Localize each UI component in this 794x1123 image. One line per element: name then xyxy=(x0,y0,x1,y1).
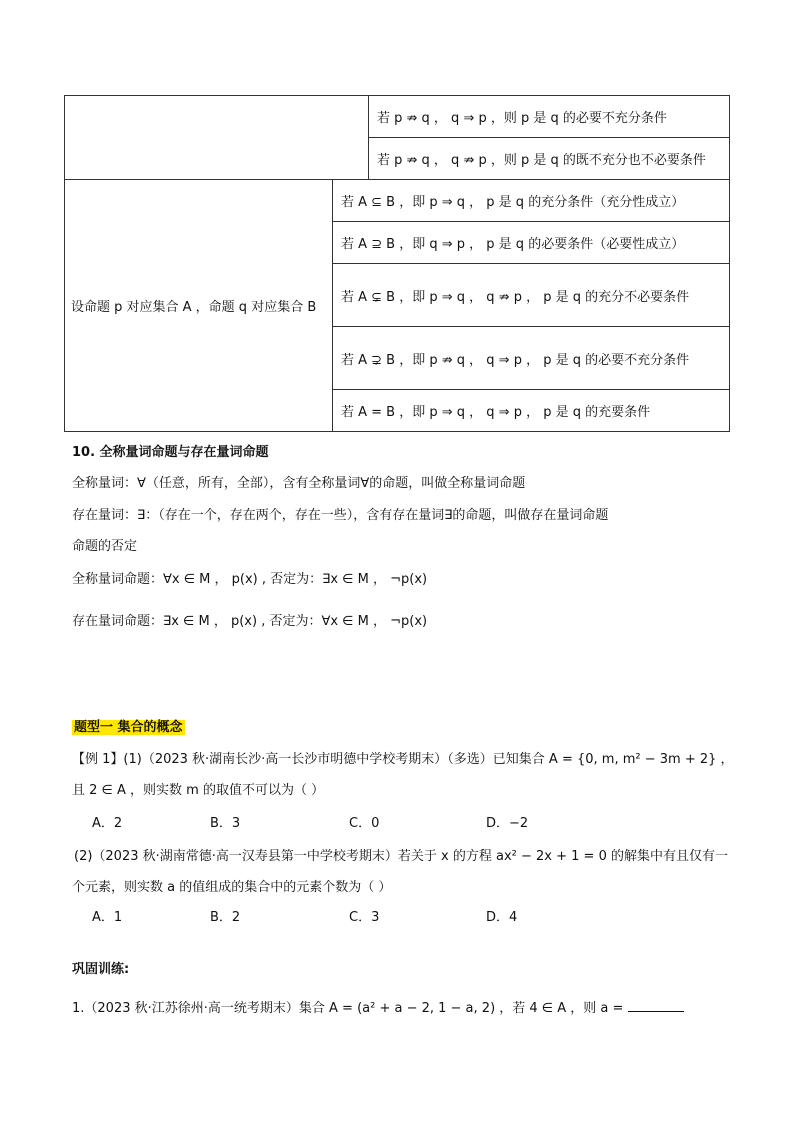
topic-title xyxy=(72,716,185,735)
table-row: 若 A ⊆ B ，即 p ⇒ q ， p 是 q 的充分条件（充分性成立） xyxy=(333,180,730,222)
option-d: D．4 xyxy=(486,910,518,925)
example1-line2: 且 2 ∈ A ，则实数 m 的取值不可以为（ ） xyxy=(72,783,325,798)
set-label-cell: 设命题 p 对应集合 A ，命题 q 对应集合 B xyxy=(65,180,333,432)
practice-title: 巩固训练: xyxy=(72,962,130,977)
existential-definition: 存在量词：∃：（存在一个，存在两个，存在一些），含有存在量词∃的命题，叫做存在量词命题 xyxy=(72,508,609,523)
negation-universal: 全称量词命题：∀x ∈ M ， p(x) , 否定为：∃x ∈ M ， ¬p(x) xyxy=(72,572,428,587)
table-row: 若 p ⇏ q ， q ⇒ p ，则 p 是 q 的必要不充分条件 xyxy=(369,96,730,138)
negation-title: 命题的否定 xyxy=(72,539,138,554)
table-row: 若 A ⊊ B ，即 p ⇒ q ， q ⇏ p ， p 是 q 的充分不必要条件 xyxy=(333,264,730,327)
example2-line2: 个元素，则实数 a 的值组成的集合中的元素个数为（ ） xyxy=(72,880,392,895)
option-a: A．1 xyxy=(92,910,123,925)
option-c: C．3 xyxy=(349,910,380,925)
universal-definition: 全称量词：∀（任意，所有，全部），含有全称量词∀的命题，叫做全称量词命题 xyxy=(72,476,526,491)
table-row: 若 p ⇏ q ， q ⇏ p ，则 p 是 q 的既不充分也不必要条件 xyxy=(369,138,730,180)
empty-cell xyxy=(65,96,369,180)
option-d: D．−2 xyxy=(486,816,529,831)
table-row: 若 A ⊋ B ，即 p ⇏ q ， q ⇒ p ， p 是 q 的必要不充分条件 xyxy=(333,327,730,390)
negation-existential: 存在量词命题：∃x ∈ M ， p(x) , 否定为：∀x ∈ M ， ¬p(x) xyxy=(72,614,428,629)
conditions-table xyxy=(64,95,730,432)
option-b: B．3 xyxy=(210,816,241,831)
option-c: C．0 xyxy=(349,816,380,831)
example2-line1: (2)（2023 秋·湖南常德·高一汉寿县第一中学校考期末）若关于 x 的方程 ax² − 2x + 1 = 0 的解集中有且仅有一 xyxy=(74,849,728,864)
answer-blank[interactable] xyxy=(628,999,684,1012)
practice-question-1 xyxy=(72,997,684,1016)
topic-title-text: 题型一 集合的概念 xyxy=(74,720,183,735)
table-row: 若 A = B ，即 p ⇒ q ， q ⇒ p ， p 是 q 的充要条件 xyxy=(333,390,730,432)
section-heading: 10. 全称量词命题与存在量词命题 xyxy=(72,445,269,460)
practice-question-text: 1.（2023 秋·江苏徐州·高一统考期末）集合 A = (a² + a − 2, 1 − a, 2) ，若 4 ∈ A ，则 a = xyxy=(72,1001,628,1016)
option-b: B．2 xyxy=(210,910,241,925)
table-row: 若 A ⊇ B ，即 q ⇒ p ， p 是 q 的必要条件（必要性成立） xyxy=(333,222,730,264)
example1-line1: 【例 1】(1)（2023 秋·湖南长沙·高一长沙市明德中学校考期末）（多选）已知集合 A = {0, m, m² − 3m + 2} ， xyxy=(72,752,734,767)
option-a: A．2 xyxy=(92,816,123,831)
